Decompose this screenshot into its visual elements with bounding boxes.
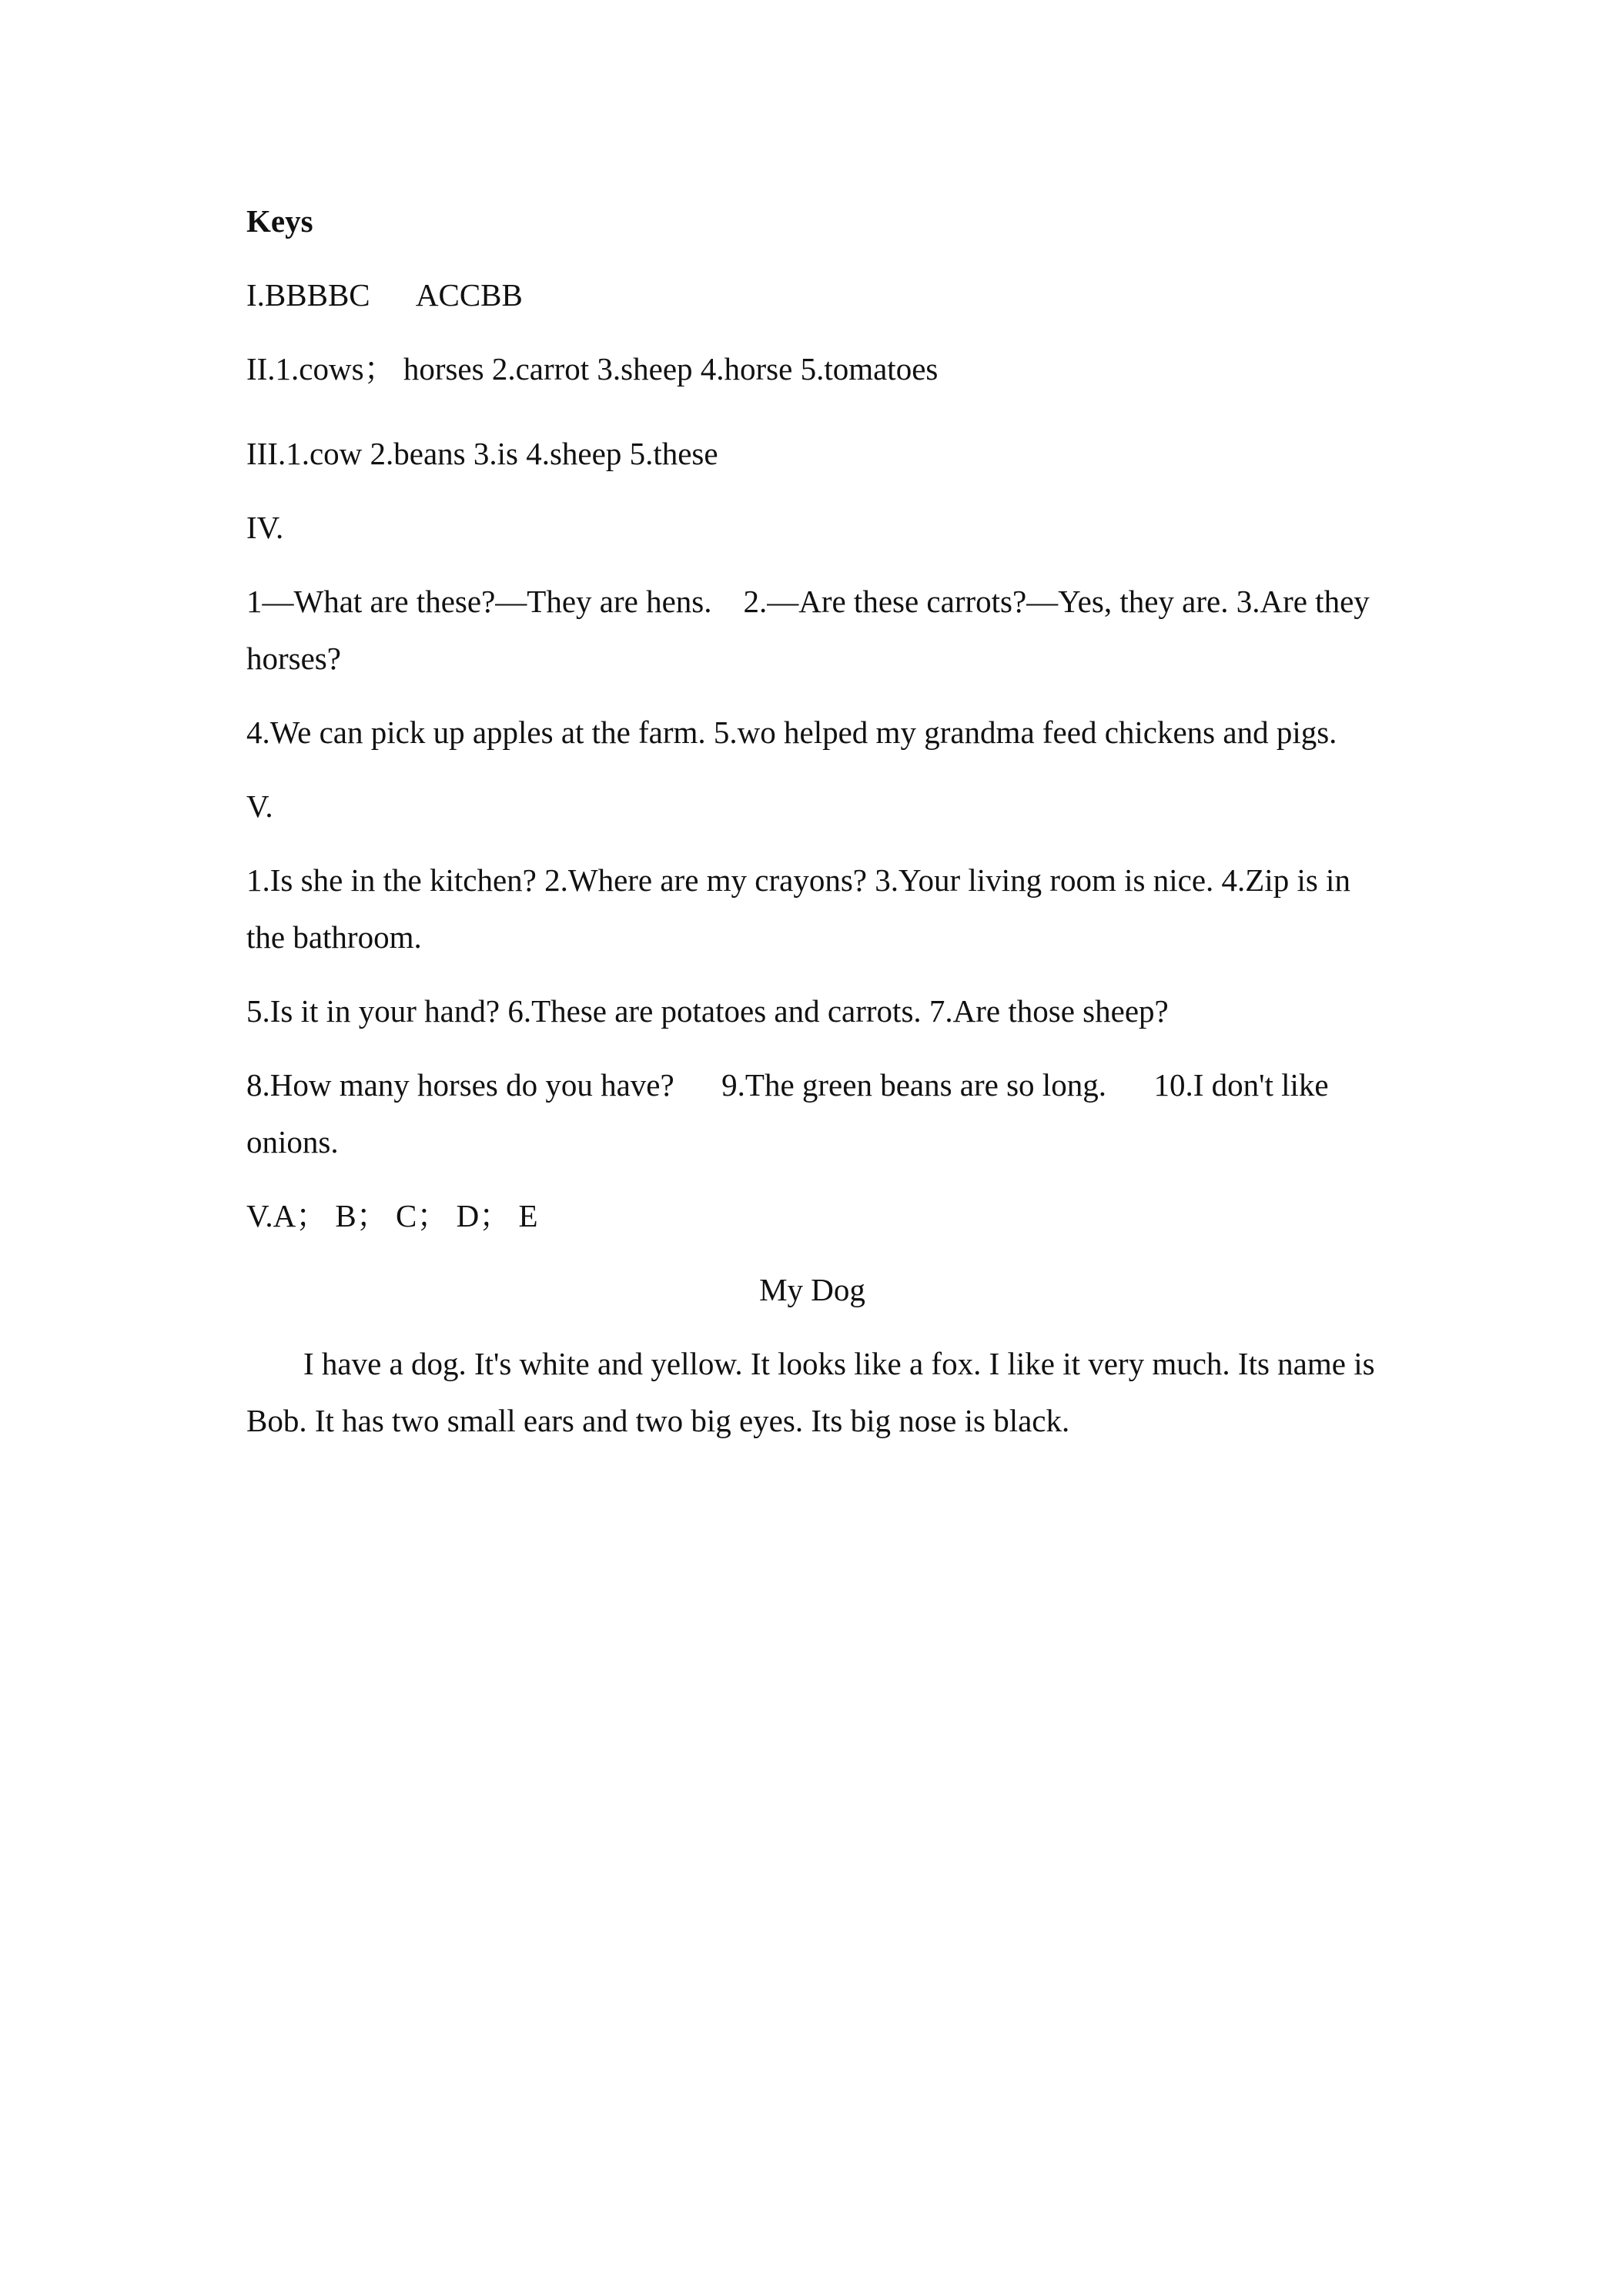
section-ii: II.1.cows； horses 2.carrot 3.sheep 4.horse 5.tomatoes [246, 351, 939, 387]
section-i: I.BBBBC ACCBB [246, 277, 523, 313]
section-v-line-3: 8.How many horses do you have? 9.The green beans are so long. 10.I don't like onions. [246, 1067, 1337, 1160]
section-v-answers: V.A； B； C； D； E [246, 1198, 538, 1233]
page-title: Keys [246, 203, 313, 239]
section-v-line-1: 1.Is she in the kitchen? 2.Where are my crayons? 3.Your living room is nice. 4.Zip is in the bathroom. [246, 862, 1359, 955]
section-iv-line-1: 1—What are these?—They are hens. 2.—Are these carrots?—Yes, they are. 3.Are they horses? [246, 584, 1378, 676]
answer-key-page [246, 192, 1383, 1449]
section-iii: III.1.cow 2.beans 3.is 4.sheep 5.these [246, 436, 718, 471]
section-v-label: V. [246, 788, 273, 824]
section-v-line-2: 5.Is it in your hand? 6.These are potatoes and carrots. 7.Are those sheep? [246, 993, 1169, 1029]
section-iv-label: IV. [246, 510, 284, 545]
essay-title: My Dog [759, 1272, 865, 1307]
essay-body: I have a dog. It's white and yellow. It looks like a fox. I like it very much. Its name is Bob. It has two small ears and two big eyes. Its big nose is black. [246, 1346, 1383, 1438]
section-iv-line-2: 4.We can pick up apples at the farm. 5.wo helped my grandma feed chickens and pigs. [246, 715, 1337, 750]
